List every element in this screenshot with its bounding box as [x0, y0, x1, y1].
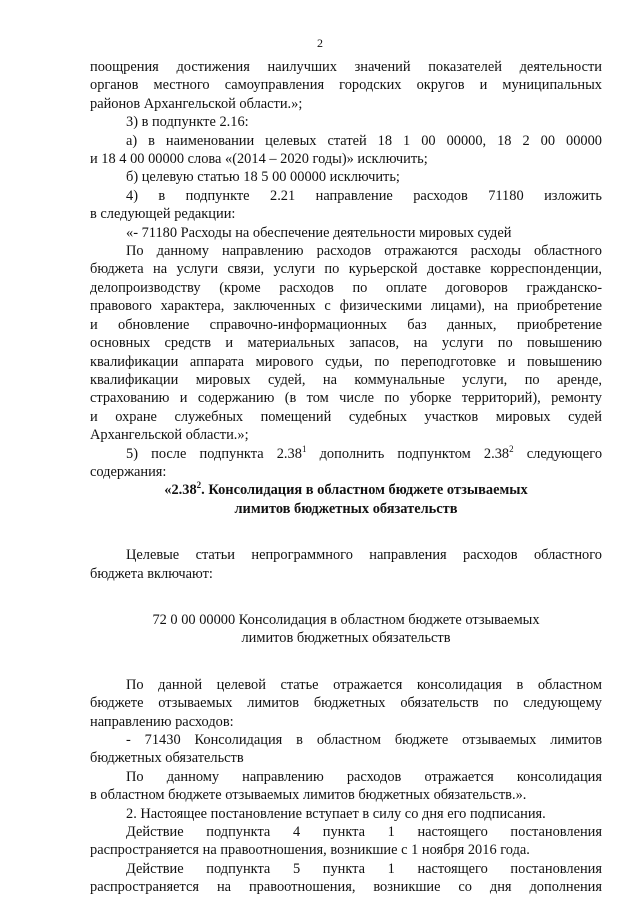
superscript: 2 — [509, 443, 514, 454]
text-line: районов Архангельской области.»; — [90, 95, 303, 112]
text-fragment: следующего — [513, 445, 603, 462]
target-article-title: 72 0 00 00000 Консолидация в областном бюджете отзываемых — [152, 611, 540, 628]
text-line: в областном бюджете отзываемых лимитов бюджетных обязательств.». — [90, 787, 527, 804]
text-line: По данной целевой статье отражается консолидация в областном — [126, 676, 602, 693]
text-line: и обновление справочно-информационных баз данных, приобретение — [90, 316, 602, 333]
text-line: 4) в подпункте 2.21 направление расходов 71180 изложить — [126, 187, 602, 204]
heading-fragment: . Консолидация в областном бюджете отзываемых — [201, 482, 528, 499]
text-line: содержания: — [90, 463, 167, 480]
page-number: 2 — [317, 36, 323, 50]
text-line: - 71430 Консолидация в областном бюджете отзываемых лимитов — [126, 732, 602, 748]
text-line: органов местного самоуправления городских округов и муниципальных — [90, 77, 602, 94]
text-line: бюджетных обязательств — [90, 750, 244, 767]
text-line: 3) в подпункте 2.16: — [126, 114, 249, 131]
text-fragment: дополнить подпунктом 2.38 — [306, 445, 510, 462]
spacer — [90, 648, 602, 676]
text-line: в следующей редакции: — [90, 206, 236, 223]
section-heading — [90, 481, 602, 499]
text-line: Действие подпункта 5 пункта 1 настоящего постановления — [126, 860, 602, 877]
text-line: а) в наименовании целевых статей 18 1 00 00000, 18 2 00 00000 — [126, 132, 602, 149]
text-line: бюджета на услуги связи, услуги по курьерской доставке корреспонденции, — [90, 261, 602, 278]
text-line: и охране служебных помещений судебных участков мировых судей — [90, 408, 602, 425]
superscript: 1 — [301, 443, 307, 454]
text-line: правового характера, заключенных с физическими лицами), на приобретение — [90, 298, 602, 315]
text-line: и 18 4 00 00000 слова «(2014 – 2020 годы)» исключить; — [90, 151, 428, 168]
text-line: квалификации аппарата мирового судьи, по переподготовке и повышению — [90, 353, 602, 370]
text-fragment: 5) после подпункта 2.38 — [126, 445, 302, 462]
spacer — [90, 518, 602, 546]
text-line: страхованию и содержанию (в том числе по уборке территорий), ремонту — [90, 390, 602, 407]
text-line — [90, 445, 602, 463]
text-line: «- 71180 Расходы на обеспечение деятельности мировых судей — [126, 224, 512, 241]
text-line: Целевые статьи непрограммного направления расходов областного — [126, 547, 602, 564]
text-line: квалификации мировых судей, на коммунальные услуги, по аренде, — [90, 371, 602, 388]
text-line: распространяется на правоотношения, возникшие с 1 ноября 2016 года. — [90, 842, 530, 859]
text-line: 2. Настоящее постановление вступает в силу со дня его подписания. — [126, 805, 546, 822]
target-article-title-line2: лимитов бюджетных обязательств — [241, 630, 451, 647]
text-line: Архангельской области.»; — [90, 427, 249, 444]
text-line: делопроизводству (кроме расходов по оплате договоров гражданско- — [90, 279, 602, 296]
text-line: По данному направлению расходов отражается консолидация — [126, 768, 602, 785]
heading-fragment: «2.38 — [164, 482, 197, 499]
spacer — [90, 583, 602, 611]
text-line: бюджета включают: — [90, 565, 213, 582]
text-line: Действие подпункта 4 пункта 1 настоящего постановления — [126, 824, 602, 841]
document-body — [90, 58, 602, 897]
text-line: бюджете отзываемых лимитов бюджетных обязательств по следующему — [90, 695, 602, 712]
section-heading-line2: лимитов бюджетных обязательств — [234, 500, 458, 517]
superscript: 2 — [196, 480, 202, 491]
text-line: основных средств и материальных запасов, на услуги по повышению — [90, 335, 602, 352]
text-line: По данному направлению расходов отражаются расходы областного — [126, 243, 602, 260]
text-line: распространяется на правоотношения, возникшие со дня дополнения — [90, 879, 602, 896]
text-line: направлению расходов: — [90, 713, 234, 730]
text-line: поощрения достижения наилучших значений показателей деятельности — [90, 59, 602, 75]
text-line: б) целевую статью 18 5 00 00000 исключить; — [126, 169, 400, 186]
